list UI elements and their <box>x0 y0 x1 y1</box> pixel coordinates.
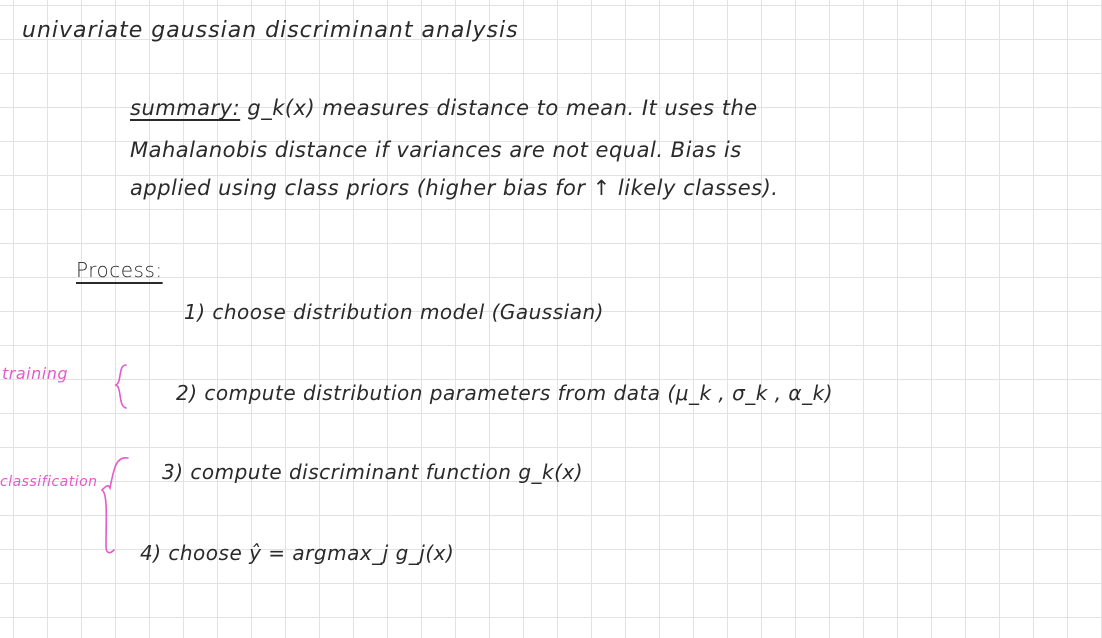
training-annotation: training <box>2 364 68 383</box>
training-brace-icon <box>108 362 132 412</box>
summary-line-1 <box>130 96 758 120</box>
classification-annotation: classification <box>0 474 98 490</box>
step-4: 4) choose ŷ = argmax_j g_j(x) <box>140 541 455 565</box>
classification-brace-icon <box>94 450 134 560</box>
page-title: univariate gaussian discriminant analysis <box>22 18 519 43</box>
summary-line-2: Mahalanobis distance if variances are not equal. Bias is <box>130 138 742 162</box>
step-2: 2) compute distribution parameters from data (μ_k , σ_k , α_k) <box>176 381 833 405</box>
summary-label: summary: <box>130 96 241 120</box>
step-3: 3) compute discriminant function g_k(x) <box>162 460 584 484</box>
summary-line-3: applied using class priors (higher bias for ↑ likely classes). <box>130 176 779 200</box>
process-heading: Process: <box>76 258 163 282</box>
step-1: 1) choose distribution model (Gaussian) <box>184 300 604 324</box>
summary-text-1: g_k(x) measures distance to mean. It uses the <box>247 96 758 120</box>
